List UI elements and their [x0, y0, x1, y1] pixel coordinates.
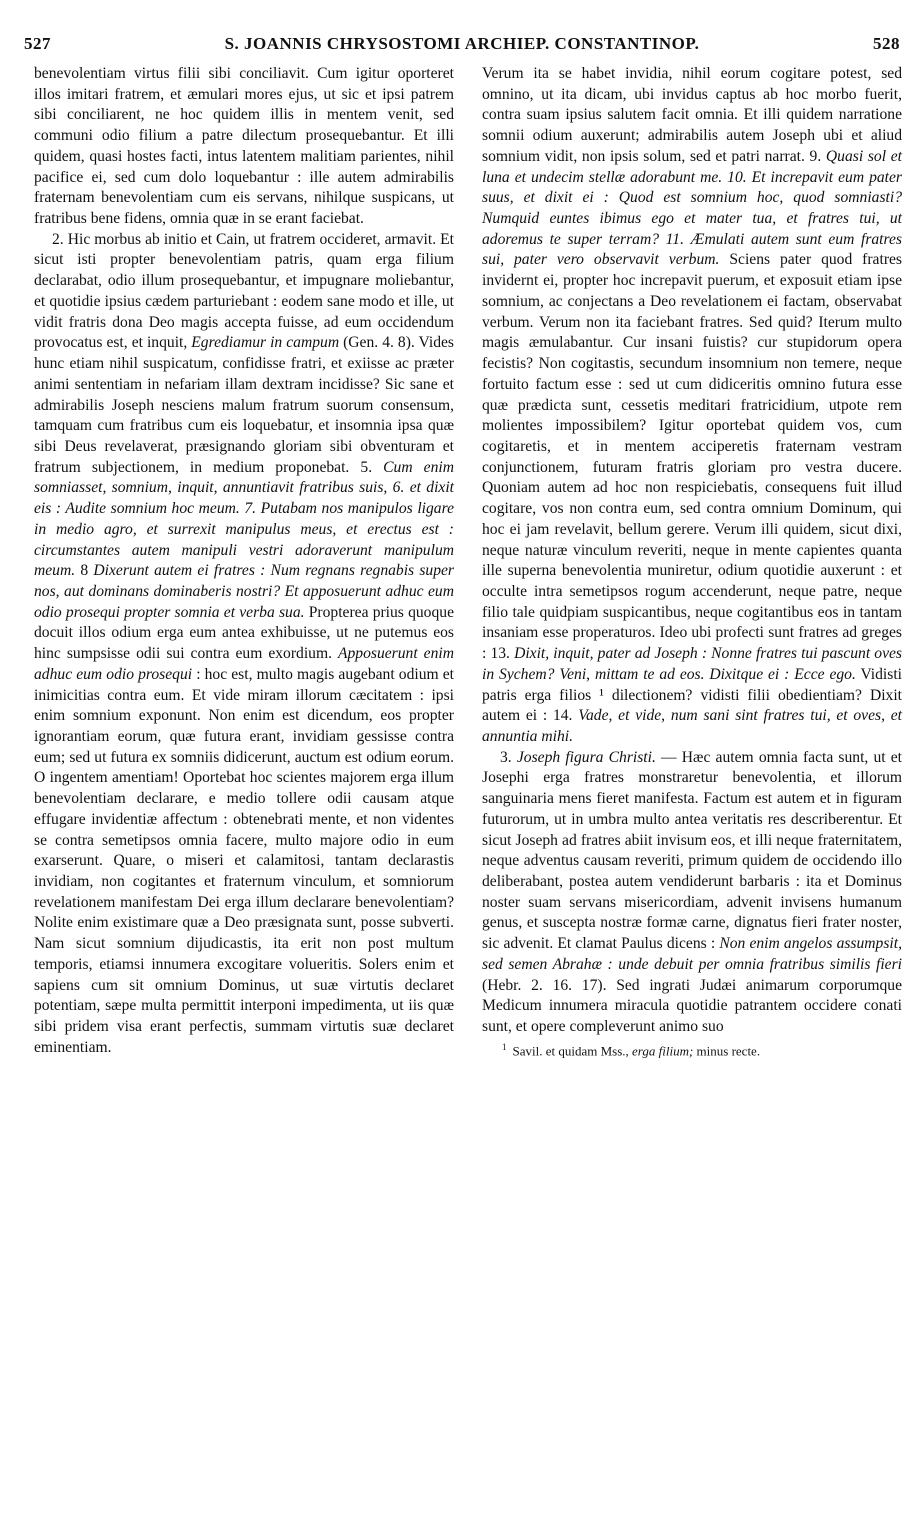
scripture-quote: Vade, et vide, num sani sint fratres tui, et oves, et annuntia mihi.	[482, 707, 902, 745]
paragraph: benevolentiam virtus filii sibi conciliavit. Cum igitur oporteret illos imitari fratrem, et æmulari mores ejus, ut sic et ipsi patrem sibi conciliarent, ne hoc quidem illis in mentem venit, sed communi odio filium a patre dilectum prosequebantur. Et illi quidem, quasi hostes facti, intus latentem malitiam parientes, nihil pacifice ei, sed cum dolo loquebantur : ille autem admirabilis fraternam benevolentiam cum eis servans, nihilque suspicans, ut fratribus bene fidens, omnia quæ in se erant faciebat.	[34, 65, 454, 228]
scripture-quote: Quasi sol et luna et undecim stellæ adorabunt me. 10. Et increpavit eum pater suus, et dixit ei : Quod est somnium hoc, quod somniasti? Numquid euntes ibimus ego et mater tua, et fratres tui, ut adoremus te super terram? 11. Æmulati autem sunt eum fratres sui, pater vero observavit verbum.	[482, 147, 902, 269]
left-column	[34, 64, 454, 1059]
paragraph: Verum ita se habet invidia, nihil eorum cogitare potest, sed omnino, ut ita dicam, ubi invidus captus ab hoc morbo fuerit, contra suam ipsius salutem facit omnia. Et illi quidem narratione somnii odium auxerunt; admirabilis autem Joseph ubi et aliud somnium vidit, non ipsis solum, sed et patri narrat. 9. Quasi sol et luna et undecim stellæ adorabunt me. 10. Et increpavit eum pater suus, et dixit ei : Quod est somnium hoc, quod somniasti? Numquid euntes ibimus ego et mater tua, et fratres tui, ut adoremus te super terram? 11. Æmulati autem sunt eum fratres sui, pater vero observavit verbum. Sciens pater quod fratres invidernt ei, propter hoc increpavit puerum, et exposuit etiam ipse somnium, ac conjectans a Deo revelationem ei factam, observabat verbum. Verum non ita faciebant fratres. Sed quid? Iterum multo magis æmulabantur. Cur insani fuistis? cur stupidorum opera fecistis? Non cogitastis, secundum insomnium non temere, neque fortuito factum esse : sed ut cum didiceritis omnino futura esse quæ prædicta sunt, cessetis meditari fratricidium, utpote rem molientes impossibilem? Igitur oportebat quidem vos, cum cogitaretis, et in mentem acciperetis fraternam vestram conjunctionem, futuram fratris gloriam pro vestra ducere. Quoniam autem ad hoc non respiciebatis, consequens fuit illud cogitare, vos non contra eum, sed contra omnium Dominum, qui hoc ei jam revelavit, bellum gerere. Verum illi quidem, sicut dixi, neque naturæ vinculum reveriti, neque in mente capientes quanta ille superna benevolentia muniretur, odium quotidie auxerunt : et occulte intra semetipsos rogum accenderunt, neque patre, neque filio tale quidpiam suspicantibus, neque cogitantibus eos in tantam insaniam esse properaturos. Ideo ubi profecti sunt fratres ad greges : 13. Dixit, inquit, pater ad Joseph : Nonne fratres tui pascunt oves in Sychem? Veni, mittam te ad eos. Dixitque ei : Ecce ego. Vidisti patris erga filios ¹ dilectionem? vidisti filii obedientiam? Dixit autem ei : 14. Vade, et vide, num sani sint fratres tui, et oves, et annuntia mihi.	[482, 65, 902, 745]
page-number-right: 528	[873, 34, 900, 53]
section-heading: Joseph figura Christi.	[516, 748, 656, 766]
running-title: S. JOANNIS CHRYSOSTOMI ARCHIEP. CONSTANTINOP.	[224, 34, 700, 53]
paragraph: 3. Joseph figura Christi. — Hæc autem omnia facta sunt, ut et Josephi erga fratres monstraretur benevolentia, et illorum sanguinaria mens fieret manifesta. Factum est autem et in figuram futurorum, ut in umbra multo antea veritatis res describerentur. Et sicut Joseph ad fratres abiit invisum eos, et illi neque fraternitatem, neque adventus causam reveriti, primum quidem de occidendo illo deliberabant, postea autem vendiderunt barbaris : ita et Dominus noster suam servans misericordiam, advenit invisens humanum genus, et suscepta nostræ formæ carne, dignatus fieri frater noster, sic advenit. Et clamat Paulus dicens : Non enim angelos assumpsit, sed semen Abrahæ : unde debuit per omnia fratribus similis fieri (Hebr. 2. 16. 17). Sed ingrati Judæi animarum corporumque Medicum innumera miracula quotidie patrantem occidere conati sunt, et opere compleverunt animo suo	[482, 748, 903, 1036]
page-number-left: 527	[24, 34, 51, 53]
scripture-quote: Dixit, inquit, pater ad Joseph : Nonne fratres tui pascunt oves in Sychem? Veni, mittam te ad eos. Dixitque ei : Ecce ego.	[482, 645, 902, 683]
scripture-quote: Dixerunt autem ei fratres : Num regnans regnabis super nos, aut dominans dominaberis nostri? Et apposuerunt adhuc eum odio prosequi propter somnia et verba sua.	[34, 562, 455, 621]
right-column	[482, 64, 902, 1060]
running-header	[24, 34, 900, 58]
scripture-quote: Egrediamur in campum	[191, 334, 340, 352]
scripture-quote: Cum enim somniasset, somnium, inquit, annuntiavit fratribus suis, 6. et dixit eis : Audite somnium hoc meum. 7. Putabam nos manipulos ligare in medio agro, et surrexit manipulus meus, et erectus est : circumstantes autem manipuli vestri adoraverunt manipulum meum.	[34, 458, 454, 580]
footnote: $^1$ Savil. et quidam Mss., erga filium; minus recte.	[502, 1041, 761, 1059]
scripture-quote: Apposuerunt enim adhuc eum odio prosequi	[34, 645, 454, 683]
paragraph: 2. Hic morbus ab initio et Cain, ut fratrem occideret, armavit. Et sicut isti propter benevolentiam patris, quam erga filium declarabat, odio illum prosequebantur, et impugnare moliebantur, et quotidie ipsius cædem parturiebant : eodem sane modo et ille, ut vidit fratris dona Deo magis accepta fuisse, ad eum occidendum provocatus est, et inquit, Egrediamur in campum (Gen. 4. 8). Vides hunc etiam nihil suspicatum, confidisse fratri, et exiisse ac præter animi sententiam in nefariam illam dextram incidisse? Sic sane et admirabilis Joseph nesciens malum fratrum suorum consensum, tamquam cum fratribus cum eis loquebatur, et insomnia ipsa quæ sibi Deus revelaverat, præsignando gloriam sibi obventuram et fratrum subjectionem, in medium proponebat. 5. Cum enim somniasset, somnium, inquit, annuntiavit fratribus suis, 6. et dixit eis : Audite somnium hoc meum. 7. Putabam nos manipulos ligare in medio agro, et surrexit manipulus meus, et erectus est : circumstantes autem manipuli vestri adoraverunt manipulum meum. 8 Dixerunt autem ei fratres : Num regnans regnabis super nos, aut dominans dominaberis nostri? Et apposuerunt adhuc eum odio prosequi propter somnia et verba sua. Propterea prius quoque docuit illos odium erga eum antea exhibuisse, ut ne putemus eos hinc sumpsisse odii sui contra eum exordium. Apposuerunt enim adhuc eum odio prosequi : hoc est, multo magis augebant odium et inimicitias contra eum. Et vide miram illorum cæcitatem : ipsi enim somnium exponunt. Non enim est dicendum, eos propter ignorantiam eorum, quæ futura erant, invidiam gessisse contra eum; sed ut futura ex somniis didicerunt, auctum est odium eorum. O ingentem amentiam! Oportebat hoc scientes majorem erga illum benevolentiam declarare, e medio tollere odii causam atque effugare invidentiæ affectum : obtenebrati mente, et non videntes se contra semetipsos omnia facere, multo majore odio in eum exarserunt. Quare, o miseri et calamitosi, tantam declarastis invidiam, non cogitantes et fraternum vinculum, et somniorum revelationem manifestam Dei erga illum declarare benevolentiam? Nolite enim existimare quæ a Deo præsignata sunt, posse subverti. Nam sicut somnium dijudicastis, ita erit non post multum temporis, etiamsi innumera excogitare volueritis. Solers enim et sapiens cum sit omnium Dominus, ut suæ virtutis declaret potentiam, sæpe multa permittit interponi impedimenta, ut iis quæ sibi pridem visa erant perfectis, summam virtutis suæ declaret eminentiam.	[34, 230, 455, 1056]
footnote-mark: 1	[502, 1041, 507, 1052]
scripture-quote: Non enim angelos assumpsit, sed semen Abrahæ : unde debuit per omnia fratribus similis fieri	[482, 935, 902, 973]
